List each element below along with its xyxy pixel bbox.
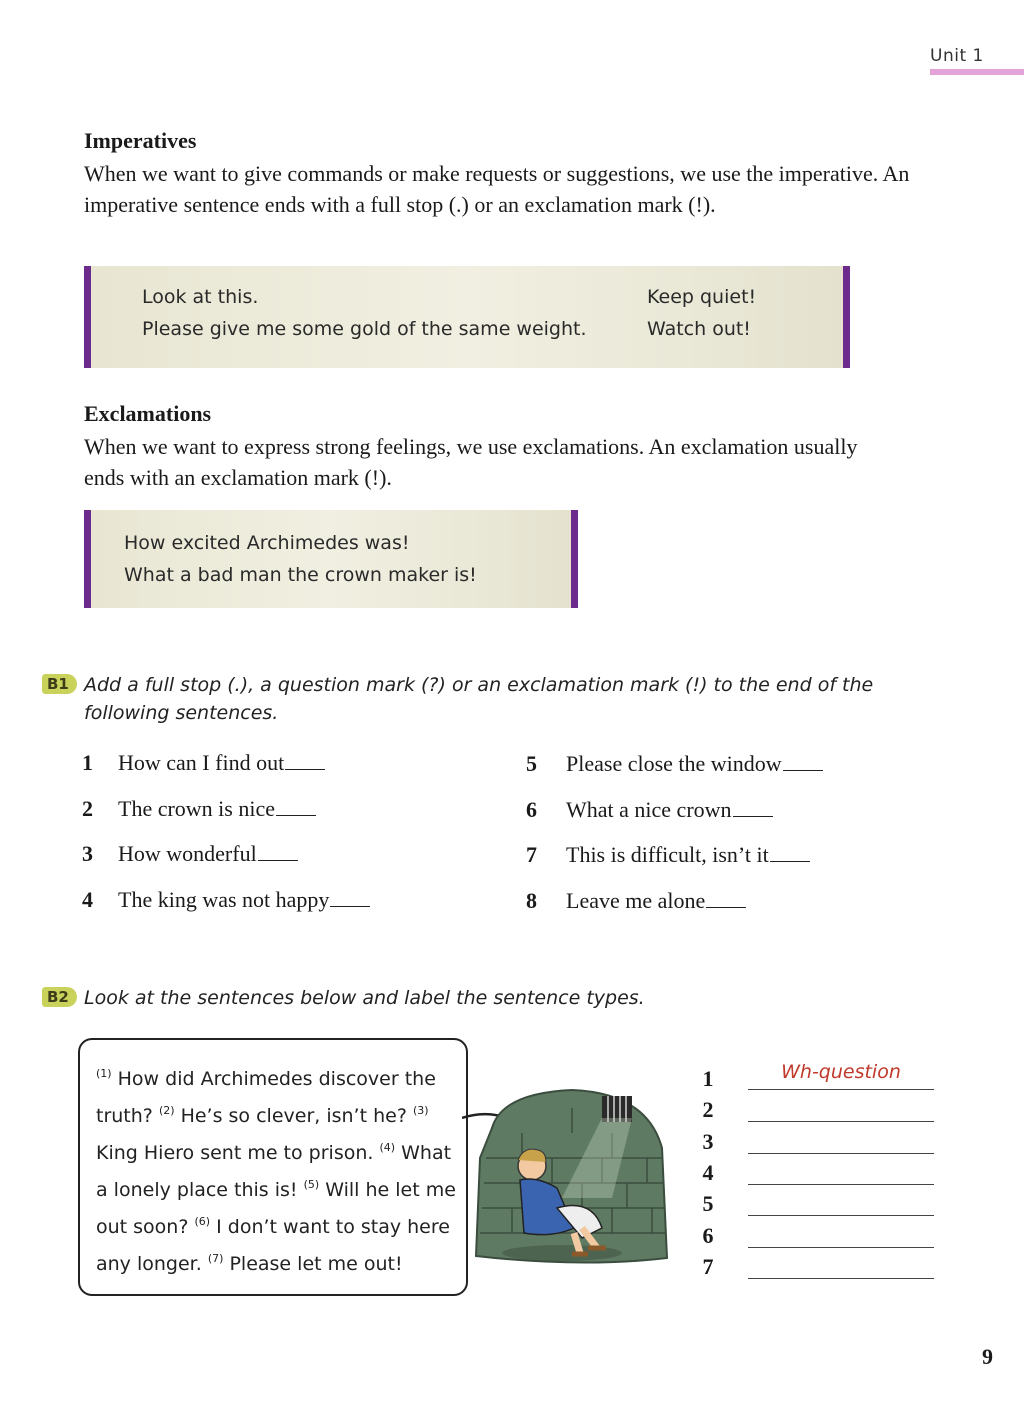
answer-line[interactable]	[748, 1088, 934, 1090]
bubble-sentence: Will he let me out soon?	[96, 1179, 456, 1238]
answer-value[interactable]: Wh-question	[781, 1061, 901, 1083]
answer-line[interactable]	[748, 1152, 934, 1154]
question-number: 6	[526, 797, 537, 822]
answer-number: 7	[702, 1254, 714, 1279]
question-text: What a nice crown	[566, 797, 732, 822]
archimedes-prison-illustration	[462, 1088, 682, 1268]
task-b2-instruction: Look at the sentences below and label the sentence types.	[84, 987, 645, 1009]
question-number: 1	[82, 750, 93, 775]
question-number: 8	[526, 888, 537, 913]
example-sentence: Look at this.	[142, 286, 259, 308]
answer-blank[interactable]	[783, 769, 823, 771]
bubble-sentence: He’s so clever, isn’t he?	[180, 1105, 407, 1127]
answer-number: 2	[702, 1097, 714, 1122]
example-box-right-bar	[843, 266, 850, 368]
answer-line[interactable]	[748, 1120, 934, 1122]
speech-bubble	[78, 1038, 468, 1296]
task-b1-instruction: Add a full stop (.), a question mark (?) or an exclamation mark (!) to the end of the following sentences.	[84, 674, 874, 724]
sentence-marker: (5)	[303, 1178, 320, 1191]
example-box-left-bar	[84, 510, 91, 608]
question-sentence	[118, 750, 325, 776]
question-text: How wonderful	[118, 841, 257, 866]
answer-line[interactable]	[748, 1246, 934, 1248]
sentence-marker: (4)	[379, 1141, 396, 1154]
question-sentence	[118, 841, 298, 867]
sentence-marker: (6)	[194, 1215, 211, 1228]
speech-bubble-text	[96, 1058, 456, 1280]
answer-number: 3	[702, 1129, 714, 1154]
question-number: 7	[526, 842, 537, 867]
question-text: Please close the window	[566, 751, 782, 776]
example-box-right-bar	[571, 510, 578, 608]
question-sentence	[566, 751, 823, 777]
answer-blank[interactable]	[330, 905, 370, 907]
sentence-marker: (2)	[158, 1104, 175, 1117]
answer-line[interactable]	[748, 1277, 934, 1279]
question-number: 4	[82, 887, 93, 912]
example-sentence: Watch out!	[647, 318, 751, 340]
exclamations-text: When we want to express strong feelings, we use exclamations. An exclamation usually ends with an exclamation mark (!).	[84, 434, 858, 490]
imperatives-heading: Imperatives	[84, 128, 197, 153]
answer-blank[interactable]	[706, 906, 746, 908]
answer-number: 5	[702, 1191, 714, 1216]
question-text: Leave me alone	[566, 888, 706, 913]
question-sentence	[566, 888, 746, 914]
sentence-marker: (1)	[96, 1067, 112, 1080]
bubble-sentence: King Hiero sent me to prison.	[96, 1142, 374, 1164]
answer-blank[interactable]	[258, 859, 298, 861]
unit-label: Unit 1	[930, 46, 984, 66]
unit-accent-bar	[930, 69, 1024, 75]
answer-blank[interactable]	[285, 768, 325, 770]
example-sentence: Please give me some gold of the same weight.	[142, 318, 587, 340]
bubble-sentence: I don’t want to stay here any longer.	[96, 1216, 450, 1275]
page-number: 9	[982, 1344, 993, 1369]
question-sentence	[118, 887, 370, 913]
imperatives-text: When we want to give commands or make requests or suggestions, we use the imperative. An imperative sentence ends with a full stop (.) or an exclamation mark (!).	[84, 161, 910, 217]
answer-blank[interactable]	[733, 815, 773, 817]
answer-blank[interactable]	[770, 860, 810, 862]
question-sentence	[566, 842, 810, 868]
imperatives-example-box	[84, 266, 850, 368]
question-sentence	[118, 796, 316, 822]
task-badge-b2: B2	[42, 987, 77, 1007]
example-sentence: What a bad man the crown maker is!	[124, 564, 477, 586]
question-text: This is difficult, isn’t it	[566, 842, 769, 867]
bubble-sentence: Please let me out!	[229, 1253, 403, 1275]
question-text: The king was not happy	[118, 887, 330, 912]
answer-line[interactable]	[748, 1183, 934, 1185]
task-badge-b1: B1	[42, 674, 77, 694]
question-number: 3	[82, 841, 93, 866]
answer-line[interactable]	[748, 1214, 934, 1216]
answer-number: 1	[702, 1066, 714, 1091]
question-text: The crown is nice	[118, 796, 275, 821]
question-sentence	[566, 797, 773, 823]
question-number: 2	[82, 796, 93, 821]
exclamations-heading: Exclamations	[84, 401, 212, 426]
question-text: How can I find out	[118, 750, 285, 775]
example-box-left-bar	[84, 266, 91, 368]
answer-blank[interactable]	[276, 814, 316, 816]
question-number: 5	[526, 751, 537, 776]
example-sentence: Keep quiet!	[647, 286, 757, 308]
answer-number: 6	[702, 1223, 714, 1248]
bubble-sentence: What a lonely place this is!	[96, 1142, 452, 1201]
exclamations-example-box	[84, 510, 578, 608]
answer-number: 4	[702, 1160, 714, 1185]
example-sentence: How excited Archimedes was!	[124, 532, 410, 554]
sentence-marker: (3)	[412, 1104, 429, 1117]
sentence-marker: (7)	[207, 1252, 224, 1265]
bubble-sentence: How did Archimedes discover the truth?	[96, 1068, 436, 1127]
